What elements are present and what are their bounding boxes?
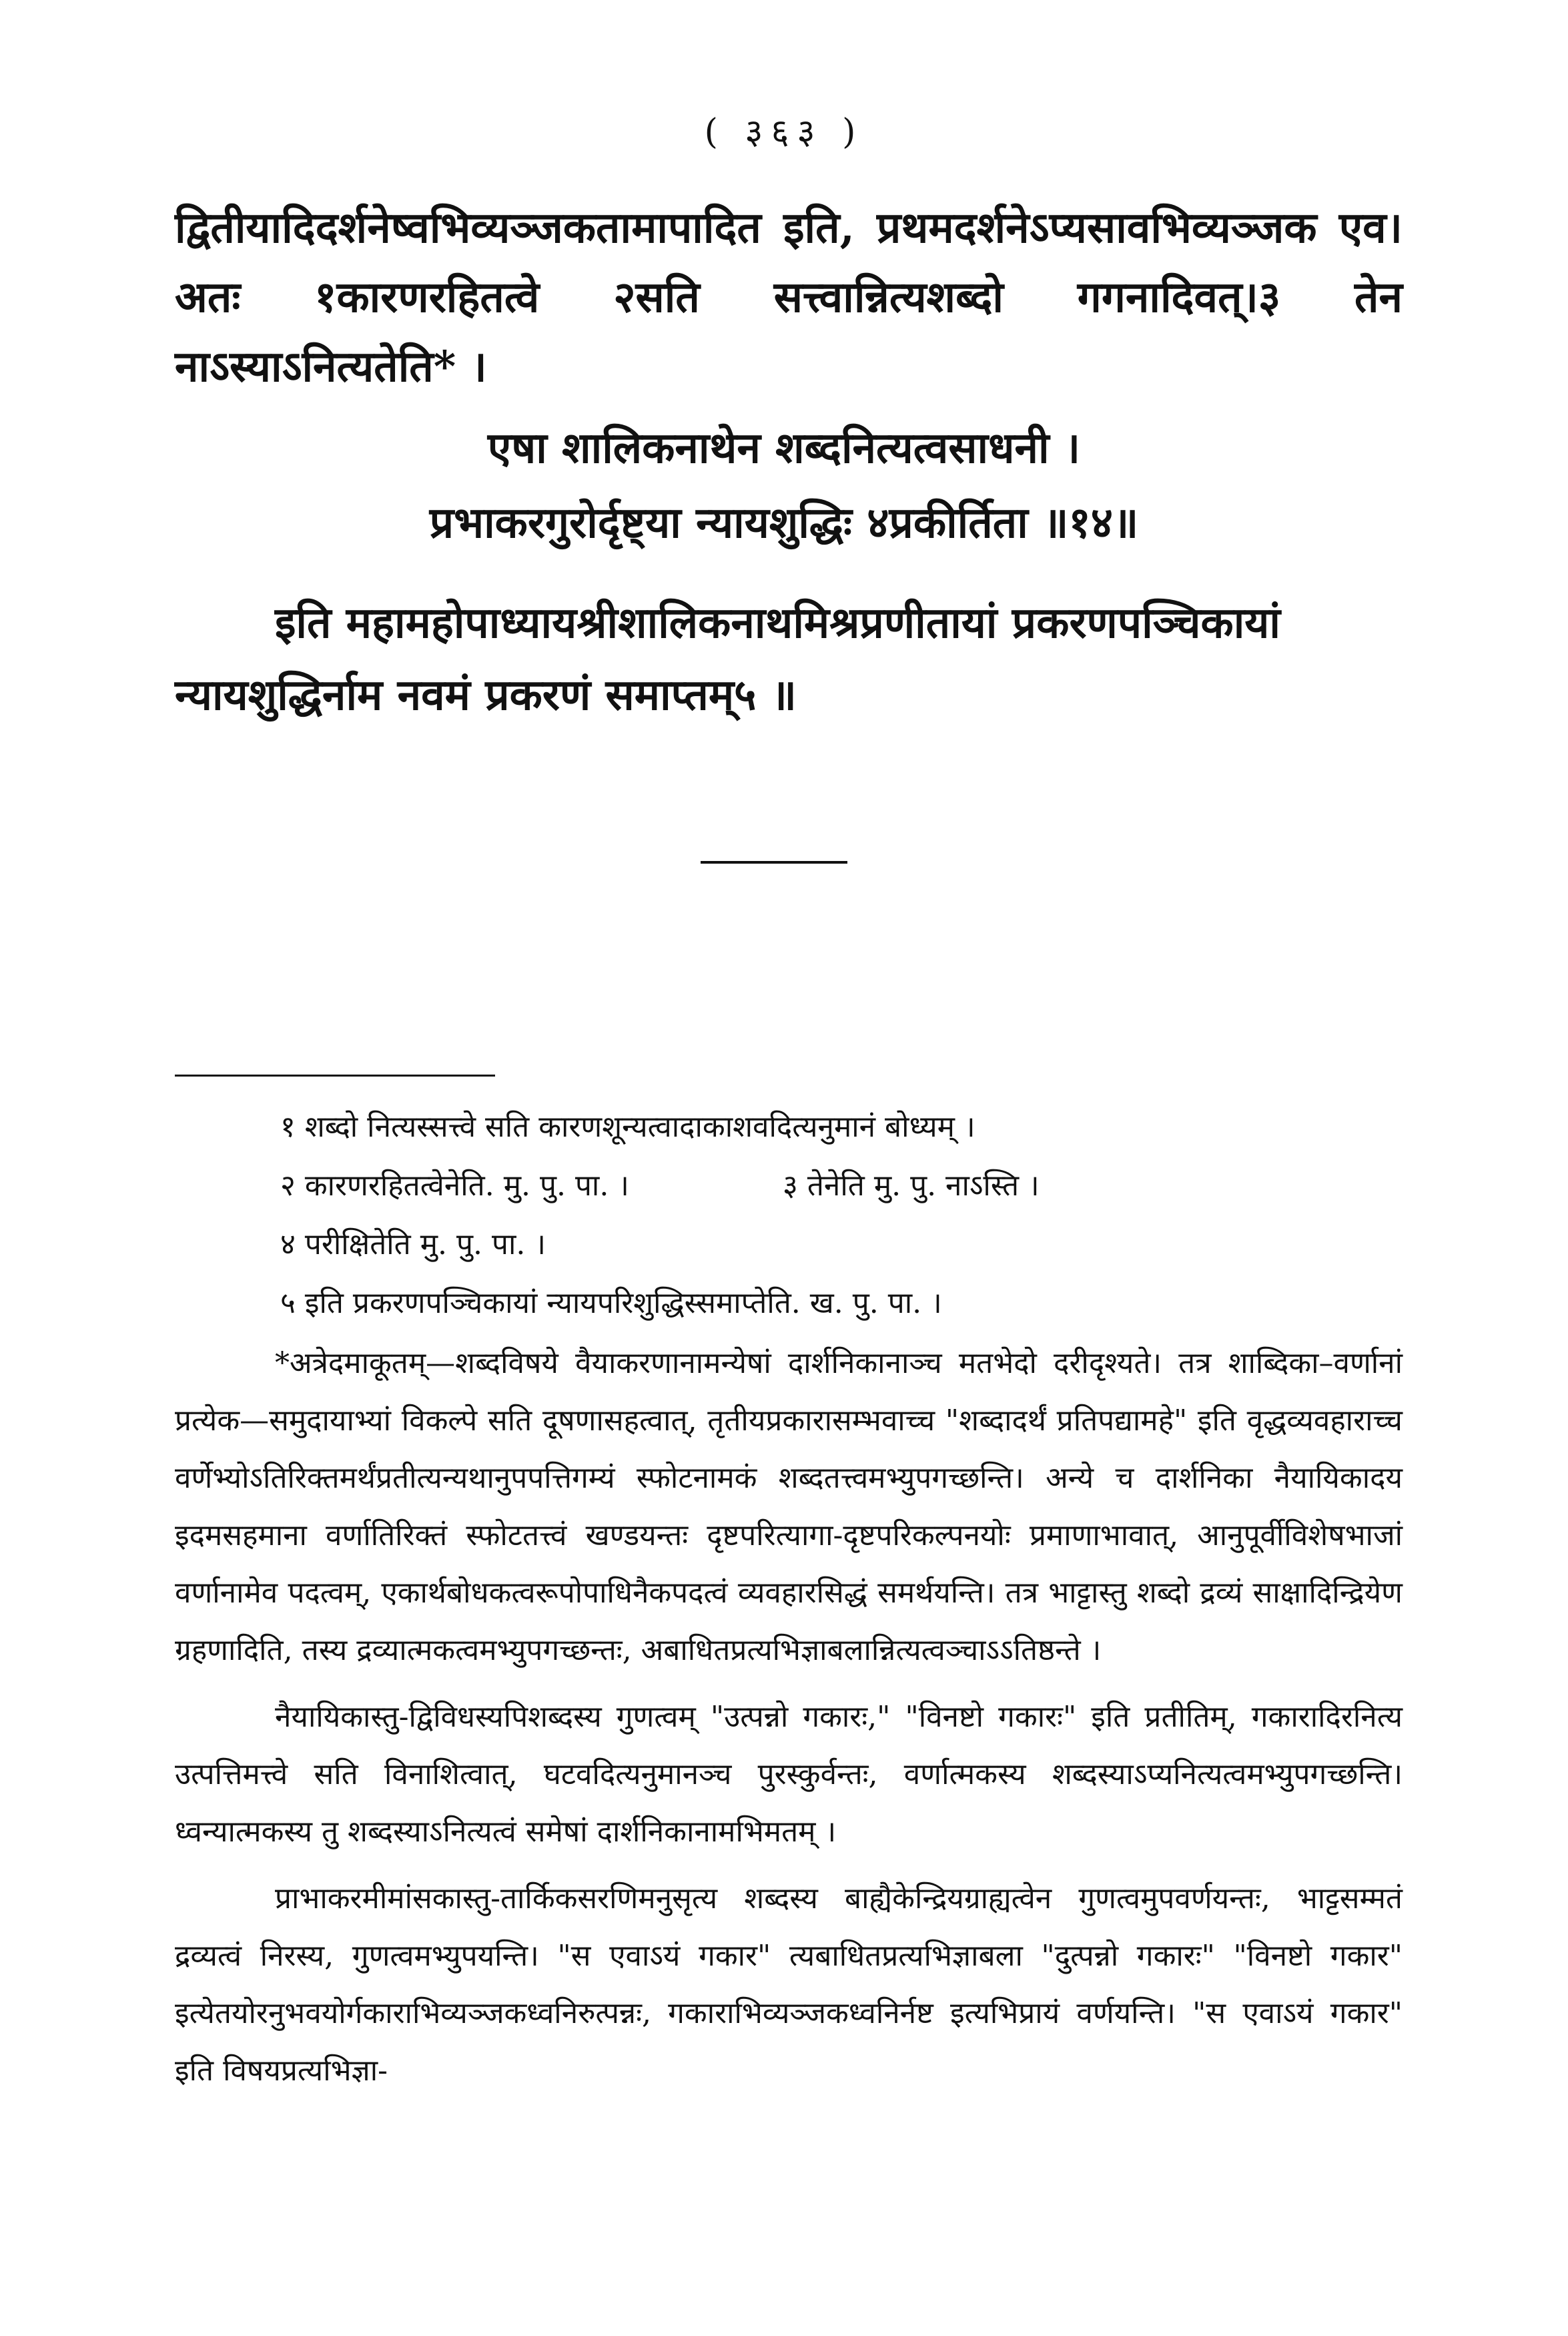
colophon-line-1: इति महामहोपाध्यायश्रीशालिकनाथमिश्रप्रणीतायां प्रकरणपञ्चिकायां — [275, 598, 1280, 648]
verse-line-1: एषा शालिकनाथेन शब्दनित्यत्वसाधनी । — [487, 423, 1081, 473]
commentary — [175, 1335, 1403, 2109]
commentary-paragraph-2: नैयायिकास्तु-द्विविधस्यपिशब्दस्य गुणत्वम् "उत्पन्नो गकारः," "विनष्टो गकारः" इति प्रतीतिम्, गकारादिरनित्य उत्पत्तिमत्त्वे सति विनाशित्वात्, घटवदित्यनुमानञ्च पुरस्कुर्वन्तः, वर्णात्मकस्य शब्दस्याऽप्यनित्यत्वमभ्युपगच्छन्ति। ध्वन्यात्मकस्य तु शब्दस्याऽनित्यत्वं समेषां दार्शनिकानामभिमतम् । — [175, 1700, 1403, 1849]
footnote-divider — [175, 1075, 495, 1077]
footnote-3: ३ तेनेति मु. पु. नाऽस्ति । — [782, 1169, 1040, 1203]
colophon — [175, 587, 1403, 732]
footnotes — [280, 1098, 1401, 1333]
main-paragraph-text: द्वितीयादिदर्शनेष्वभिव्यञ्जकतामापादित इति, प्रथमदर्शनेऽप्यसावभिव्यञ्जक एव। अतः १कारणरहितत्वे २सति सत्त्वान्नित्यशब्दो गगनादिवत्।३ तेन नाऽस्याऽनित्यतेति* । — [175, 203, 1403, 392]
footnote-4: ४ परीक्षितेति मु. पु. पा. । — [280, 1227, 546, 1261]
footnote-5: ५ इति प्रकरणपञ्चिकायां न्यायपरिशुद्धिस्समाप्तेति. ख. पु. पा. । — [280, 1286, 942, 1320]
main-paragraph — [175, 194, 1403, 402]
section-divider — [701, 861, 847, 864]
page-number: ( ३६३ ) — [704, 112, 864, 152]
footnote-1: १ शब्दो नित्यस्सत्त्वे सति कारणशून्यत्वादाकाशवदित्यनुमानं बोध्यम् । — [280, 1110, 975, 1144]
commentary-paragraph-1: *अत्रेदमाकूतम्—शब्दविषये वैयाकरणानामन्येषां दार्शनिकानाञ्च मतभेदो दरीदृश्यते। तत्र शाब्दिका–वर्णानां प्रत्येक—समुदायाभ्यां विकल्पे सति दूषणासहत्वात्, तृतीयप्रकारासम्भवाच्च "शब्दादर्थं प्रतिपद्यामहे" इति वृद्धव्यवहाराच्च वर्णेभ्योऽतिरिक्तमर्थंप्रतीत्यन्यथानुपपत्तिगम्यं स्फोटनामकं शब्दतत्त्वमभ्युपगच्छन्ति। अन्ये च दार्शनिका नैयायिकादय इदमसहमाना वर्णातिरिक्तं स्फोटतत्त्वं खण्डयन्तः दृष्टपरित्यागा-दृष्टपरिकल्पनयोः प्रमाणाभावात्, आनुपूर्वीविशेषभाजां वर्णानामेव पदत्वम्, एकार्थबोधकत्वरूपोपाधिनैकपदत्वं व्यवहारसिद्धं समर्थयन्ति। तत्र भाट्टास्तु शब्दो द्रव्यं साक्षादिन्द्रियेण ग्रहणादिति, तस्य द्रव्यात्मकत्वमभ्युपगच्छन्तः, अबाधितप्रत्यभिज्ञाबलान्नित्यत्वञ्चाऽऽतिष्ठन्ते । — [175, 1346, 1403, 1667]
commentary-paragraph-3: प्राभाकरमीमांसकास्तु-तार्किकसरणिमनुसृत्य शब्दस्य बाह्यैकेन्द्रियग्राह्यत्वेन गुणत्वमुपवर्णयन्तः, भाट्टसम्मतं द्रव्यत्वं निरस्य, गुणत्वमभ्युपयन्ति। "स एवाऽयं गकार" त्यबाधितप्रत्यभिज्ञाबला "दुत्पन्नो गकारः" "विनष्टो गकार" इत्येतयोरनुभवयोर्गकाराभिव्यञ्जकध्वनिरुत्पन्नः, गकाराभिव्यञ्जकध्वनिर्नष्ट इत्यभिप्रायं वर्णयन्ति। "स एवाऽयं गकार" इति विषयप्रत्यभिज्ञा- — [175, 1881, 1403, 2088]
footnote-2: २ कारणरहितत्वेनेति. मु. पु. पा. । — [280, 1169, 629, 1203]
footnote-row-2-3 — [280, 1157, 1401, 1215]
colophon-line-2: न्यायशुद्धिर्नाम नवमं प्रकरणं समाप्तम्५ ॥ — [175, 670, 797, 720]
verse-line-2: प्रभाकरगुरोर्दृष्ट्या न्यायशुद्धिः ४प्रकीर्तिता ॥१४॥ — [429, 498, 1139, 548]
